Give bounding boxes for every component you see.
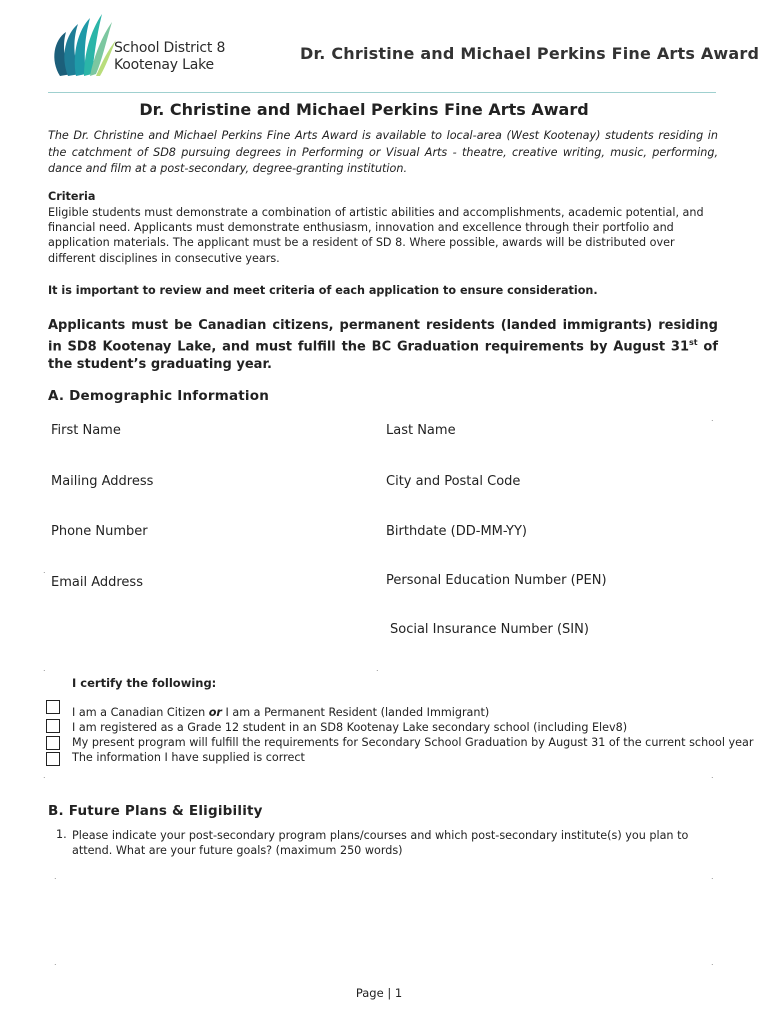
certify-citizen-checkbox[interactable] — [46, 700, 60, 714]
fanned-leaves-logo-icon — [50, 10, 116, 80]
criteria-body: Eligible students must demonstrate a combination of artistic abilities and accomplishments, academic potential, and financial need. Applicants must demonstrate enthusiasm, innovation and excellence through their portfolio and application materials. The applicant must be a resident of SD 8. Where possible, awards will be distributed over different disciplines in consecutive years. — [48, 206, 704, 265]
certify-graduation-checkbox[interactable] — [46, 736, 60, 750]
answer-box-corner-dot: . — [711, 958, 714, 967]
field-corner-dot: . — [43, 566, 46, 575]
certify-heading: I certify the following: — [72, 676, 217, 690]
birthdate-field[interactable]: Birthdate (DD-MM-YY) — [386, 524, 527, 539]
answer-box-corner-dot: . — [54, 958, 57, 967]
last-name-field[interactable]: Last Name — [386, 423, 456, 438]
certify-item-citizen — [72, 706, 489, 719]
mailing-address-field[interactable]: Mailing Address — [51, 474, 154, 489]
applicants-requirement — [48, 317, 718, 373]
certify-item-information: The information I have supplied is correct — [72, 751, 305, 764]
header-divider — [48, 92, 716, 93]
certify-information-checkbox[interactable] — [46, 752, 60, 766]
field-corner-dot: . — [43, 771, 46, 780]
important-note: It is important to review and meet criteria of each application to ensure consideration. — [48, 284, 598, 297]
certify-item1-after: I am a Permanent Resident (landed Immigrant) — [221, 706, 490, 719]
district-name-line2: Kootenay Lake — [114, 57, 214, 73]
applicants-text-after: of the student’s graduating year. — [48, 339, 718, 372]
answer-box-corner-dot: . — [711, 872, 714, 881]
field-corner-dot: . — [711, 414, 714, 423]
field-corner-dot: . — [376, 664, 379, 673]
question-1-text: Please indicate your post-secondary program plans/courses and which post-secondary institute(s) you plan to attend. What are your future goals? (maximum 250 words) — [72, 829, 689, 858]
district-name-line1: School District 8 — [114, 40, 226, 56]
field-corner-dot: . — [711, 771, 714, 780]
intro-paragraph: The Dr. Christine and Michael Perkins Fine Arts Award is available to local-area (West Kootenay) students residing in the catchment of SD8 pursuing degrees in Performing or Visual Arts - theatre, creative writing, music, performing, dance and film at a post-secondary, degree-granting institution. — [48, 129, 718, 175]
applicants-text-before: Applicants must be Canadian citizens, permanent residents (landed immigrants) residing in SD8 Kootenay Lake, and must fulfill the BC Graduation requirements by August 31 — [48, 318, 718, 355]
section-b-title: B. Future Plans & Eligibility — [48, 803, 263, 819]
email-address-field[interactable]: Email Address — [51, 575, 143, 590]
header-title: Dr. Christine and Michael Perkins Fine Arts Award — [300, 44, 760, 63]
field-corner-dot: . — [43, 664, 46, 673]
section-a-title: A. Demographic Information — [48, 388, 270, 404]
answer-box-corner-dot: . — [54, 872, 57, 881]
question-1-number: 1. — [56, 828, 67, 841]
certify-item-graduation: My present program will fulfill the requirements for Secondary School Graduation by August 31 of the current school year — [72, 736, 754, 749]
sin-field[interactable]: Social Insurance Number (SIN) — [390, 622, 589, 637]
applicants-superscript: st — [689, 338, 698, 348]
criteria-heading: Criteria — [48, 190, 96, 203]
certify-item-grade12: I am registered as a Grade 12 student in an SD8 Kootenay Lake secondary school (including Elev8) — [72, 721, 628, 734]
certify-grade12-checkbox[interactable] — [46, 719, 60, 733]
certify-item1-before: I am a Canadian Citizen — [72, 706, 209, 719]
page-number: Page | 1 — [355, 986, 403, 1000]
phone-number-field[interactable]: Phone Number — [51, 524, 148, 539]
page-title: Dr. Christine and Michael Perkins Fine Arts Award — [139, 100, 589, 119]
first-name-field[interactable]: First Name — [51, 423, 121, 438]
city-postal-field[interactable]: City and Postal Code — [386, 474, 521, 489]
pen-field[interactable]: Personal Education Number (PEN) — [386, 573, 607, 588]
certify-item1-or: or — [208, 706, 222, 719]
